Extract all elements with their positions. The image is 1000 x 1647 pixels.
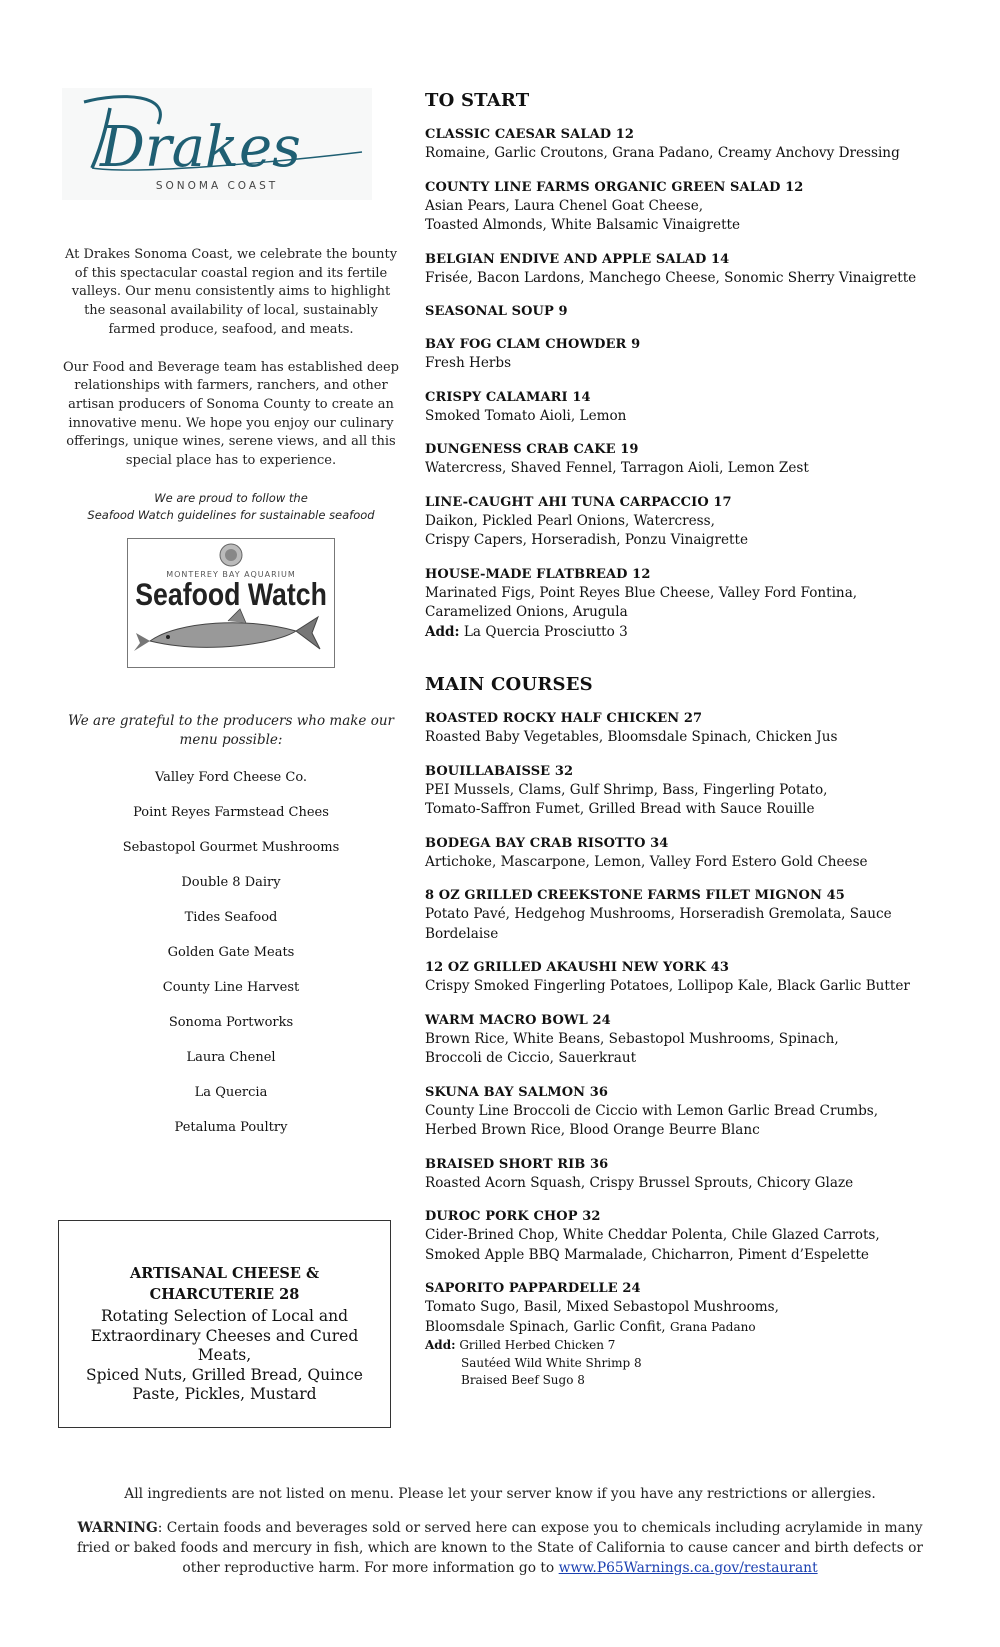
menu-item-desc: Toasted Almonds, White Balsamic Vinaigrette <box>425 217 741 233</box>
menu-item-name: 12 OZ GRILLED AKAUSHI NEW YORK 43 <box>425 960 730 975</box>
prop65-warning <box>60 1518 940 1578</box>
cheese-title: ARTISANAL CHEESE & CHARCUTERIE 28 <box>129 1265 320 1303</box>
menu-item-desc: Broccoli de Ciccio, Sauerkraut <box>425 1050 637 1066</box>
menu-item <box>425 565 985 623</box>
menu-item <box>425 1155 985 1194</box>
add-option: Sautéed Wild White Shrimp 8 <box>461 1355 642 1370</box>
menu-item <box>425 440 985 479</box>
menu-item-name: BODEGA BAY CRAB RISOTTO 34 <box>425 835 669 851</box>
cheese-description <box>59 1307 390 1405</box>
menu-item-desc: Bordelaise <box>425 925 499 942</box>
menu-item-desc: Cider-Brined Chop, White Cheddar Polenta, Chile Glazed Carrots, <box>425 1227 880 1243</box>
menu-item-desc: Marinated Figs, Point Reyes Blue Cheese, Valley Ford Fontina, <box>425 584 858 601</box>
add-option <box>425 1337 985 1355</box>
menu-item <box>425 335 985 374</box>
menu-item-name: BELGIAN ENDIVE AND APPLE SALAD 14 <box>425 251 730 267</box>
menu-item-name: HOUSE-MADE FLATBREAD 12 <box>425 566 651 582</box>
producer-item: Laura Chenel <box>186 1049 276 1065</box>
menu-item-desc: Daikon, Pickled Pearl Onions, Watercress, <box>425 512 715 529</box>
menu-item-desc: Smoked Apple BBQ Marmalade, Chicharron, Piment d’Espelette <box>425 1246 869 1263</box>
menu-item <box>425 302 985 321</box>
add-text: Grilled Herbed Chicken 7 <box>455 1338 616 1352</box>
p65-link[interactable]: www.P65Warnings.ca.gov/restaurant <box>558 1560 818 1576</box>
menu-item-name: CLASSIC CAESAR SALAD 12 <box>425 127 635 142</box>
menu-item-desc: Caramelized Onions, Arugula <box>425 604 628 620</box>
menu-item-name: COUNTY LINE FARMS ORGANIC GREEN SALAD 12 <box>425 179 804 195</box>
menu-item-name: ROASTED ROCKY HALF CHICKEN 27 <box>425 711 703 726</box>
menu-item-desc: Smoked Tomato Aioli, Lemon <box>425 407 627 424</box>
menu-item <box>425 762 985 820</box>
menu-item-desc: Roasted Acorn Squash, Crispy Brussel Sprouts, Chicory Glaze <box>425 1174 854 1191</box>
menu-item <box>425 125 985 164</box>
producer-item: Sonoma Portworks <box>168 1014 294 1030</box>
menu-item-name: BOUILLABAISSE 32 <box>425 763 574 779</box>
producer-item: Golden Gate Meats <box>167 944 295 960</box>
menu-item-name: BRAISED SHORT RIB 36 <box>425 1156 609 1172</box>
logo-subtitle: SONOMA COAST <box>155 180 279 192</box>
menu-item <box>425 493 985 551</box>
menu-item <box>425 178 985 236</box>
warning-text: : Certain foods and beverages sold or served here can expose you to chemicals including acrylamide in many fried or baked foods and mercury in fish, which are known to the State of California to cause cancer and birth defects or other reproductive harm. For more information go to <box>76 1520 924 1576</box>
menu-item-desc: PEI Mussels, Clams, Gulf Shrimp, Bass, Fingerling Potato, <box>425 781 828 798</box>
menu-item-name: LINE-CAUGHT AHI TUNA CARPACCIO 17 <box>425 494 732 510</box>
menu-item-name: BAY FOG CLAM CHOWDER 9 <box>425 337 641 352</box>
menu-item-desc <box>425 1318 985 1338</box>
menu-item-desc: Watercress, Shaved Fennel, Tarragon Aioli, Lemon Zest <box>425 460 809 476</box>
menu-item-desc: Fresh Herbs <box>425 355 512 371</box>
starters-title: TO START <box>425 90 530 111</box>
desc-part: Bloomsdale Spinach, Garlic Confit, <box>425 1318 670 1335</box>
seafood-watch-note <box>62 490 400 524</box>
cheese-description-line: Spiced Nuts, Grilled Bread, Quince Paste, Pickles, Mustard <box>86 1365 363 1403</box>
menu-item-name: CRISPY CALAMARI 14 <box>425 389 591 405</box>
cheese-description-line: Rotating Selection of Local and Extraordinary Cheeses and Cured Meats, <box>90 1307 359 1364</box>
add-option: Braised Beef Sugo 8 <box>461 1373 585 1387</box>
producer-item: Tides Seafood <box>184 909 278 925</box>
producer-item: Sebastopol Gourmet Mushrooms <box>122 839 340 855</box>
menu-item-desc: County Line Broccoli de Ciccio with Lemon Garlic Bread Crumbs, <box>425 1102 879 1119</box>
menu-item <box>425 388 985 427</box>
menu-item-desc: Crispy Smoked Fingerling Potatoes, Lollipop Kale, Black Garlic Butter <box>425 978 910 994</box>
producer-item: Point Reyes Farmstead Chees <box>133 804 329 820</box>
drakes-logo <box>62 88 372 200</box>
seafood-watch-logo <box>127 538 335 668</box>
menu-item-desc: Artichoke, Mascarpone, Lemon, Valley Ford Estero Gold Cheese <box>425 853 868 870</box>
menu-item-desc: Crispy Capers, Horseradish, Ponzu Vinaigrette <box>425 532 748 548</box>
producer-list <box>62 768 400 1153</box>
menu-item-name: SKUNA BAY SALMON 36 <box>425 1084 609 1100</box>
menu-item <box>425 958 985 997</box>
logo-wordmark: Drakes <box>100 115 301 180</box>
seafood-watch-name: Seafood Watch <box>135 576 327 613</box>
menu-item <box>425 1279 985 1390</box>
producer-item: La Quercia <box>194 1084 268 1100</box>
add-label: Add: <box>425 1338 456 1352</box>
menu-item <box>425 1011 985 1069</box>
right-column <box>425 90 985 1390</box>
cheese-charcuterie-box <box>58 1220 391 1428</box>
menu-item-desc: Tomato-Saffron Fumet, Grilled Bread with Sauce Rouille <box>425 801 815 817</box>
menu-item-desc: Brown Rice, White Beans, Sebastopol Mushrooms, Spinach, <box>425 1030 839 1047</box>
left-column <box>62 88 400 1153</box>
starters-list <box>425 125 985 623</box>
flatbread-add <box>425 623 985 643</box>
menu-item-desc: Asian Pears, Laura Chenel Goat Cheese, <box>425 197 704 214</box>
intro-paragraph: At Drakes Sonoma Coast, we celebrate the bounty of this spectacular coastal region and its fertile valleys. Our menu consistently aims to highlight the seasonal availability of local, sustainably farmed produce, seafood, and meats. <box>64 247 398 337</box>
menu-item-desc: Roasted Baby Vegetables, Bloomsdale Spinach, Chicken Jus <box>425 729 838 745</box>
mains-list <box>425 709 985 1265</box>
footer <box>60 1484 940 1592</box>
menu-item <box>425 1207 985 1265</box>
intro-text <box>62 246 400 471</box>
warning-label: WARNING <box>77 1520 158 1536</box>
menu-item <box>425 709 985 748</box>
add-text: La Quercia Prosciutto 3 <box>459 623 628 640</box>
allergy-note: All ingredients are not listed on menu. Please let your server know if you have any restrictions or allergies. <box>124 1486 876 1502</box>
menu-item-name: DUNGENESS CRAB CAKE 19 <box>425 442 639 457</box>
tuna-icon <box>134 609 320 651</box>
menu-item-desc: Potato Pavé, Hedgehog Mushrooms, Horseradish Gremolata, Sauce <box>425 906 892 922</box>
menu-item-name: DUROC PORK CHOP 32 <box>425 1209 601 1224</box>
menu-item-desc: Herbed Brown Rice, Blood Orange Beurre Blanc <box>425 1122 760 1138</box>
seafood-watch-org: MONTEREY BAY AQUARIUM <box>166 569 296 579</box>
pappardelle-adds <box>425 1337 985 1390</box>
menu-item-desc: Romaine, Garlic Croutons, Grana Padano, Creamy Anchovy Dressing <box>425 145 900 161</box>
menu-item-desc: Frisée, Bacon Lardons, Manchego Cheese, Sonomic Sherry Vinaigrette <box>425 269 917 286</box>
producers-heading: We are grateful to the producers who make our menu possible: <box>68 712 394 748</box>
proud-line: We are proud to follow the <box>154 490 308 505</box>
menu-item <box>425 1083 985 1141</box>
producer-item: Valley Ford Cheese Co. <box>154 769 308 785</box>
menu-item-desc: Tomato Sugo, Basil, Mixed Sebastopol Mushrooms, <box>425 1299 779 1315</box>
menu-item-name: SEASONAL SOUP 9 <box>425 304 568 319</box>
menu-item <box>425 250 985 289</box>
menu-item-name: WARM MACRO BOWL 24 <box>425 1012 611 1028</box>
desc-part: Grana Padano <box>669 1319 756 1334</box>
menu-item-name: 8 OZ GRILLED CREEKSTONE FARMS FILET MIGNON 45 <box>425 888 845 903</box>
producer-item: County Line Harvest <box>162 979 300 995</box>
mains-title: MAIN COURSES <box>425 674 593 695</box>
intro-paragraph: Our Food and Beverage team has established deep relationships with farmers, ranchers, and other artisan producers of Sonoma County to create an innovative menu. We hope you enjoy our culinary offerings, unique wines, serene views, and all this special place has to experience. <box>62 359 400 469</box>
producer-item: Petaluma Poultry <box>174 1119 288 1135</box>
menu-item <box>425 834 985 873</box>
menu-item <box>425 886 985 944</box>
proud-line: Seafood Watch guidelines for sustainable seafood <box>87 507 375 522</box>
menu-item-name: SAPORITO PAPPARDELLE 24 <box>425 1281 641 1296</box>
add-label: Add: <box>425 623 460 640</box>
producer-item: Double 8 Dairy <box>181 874 281 890</box>
